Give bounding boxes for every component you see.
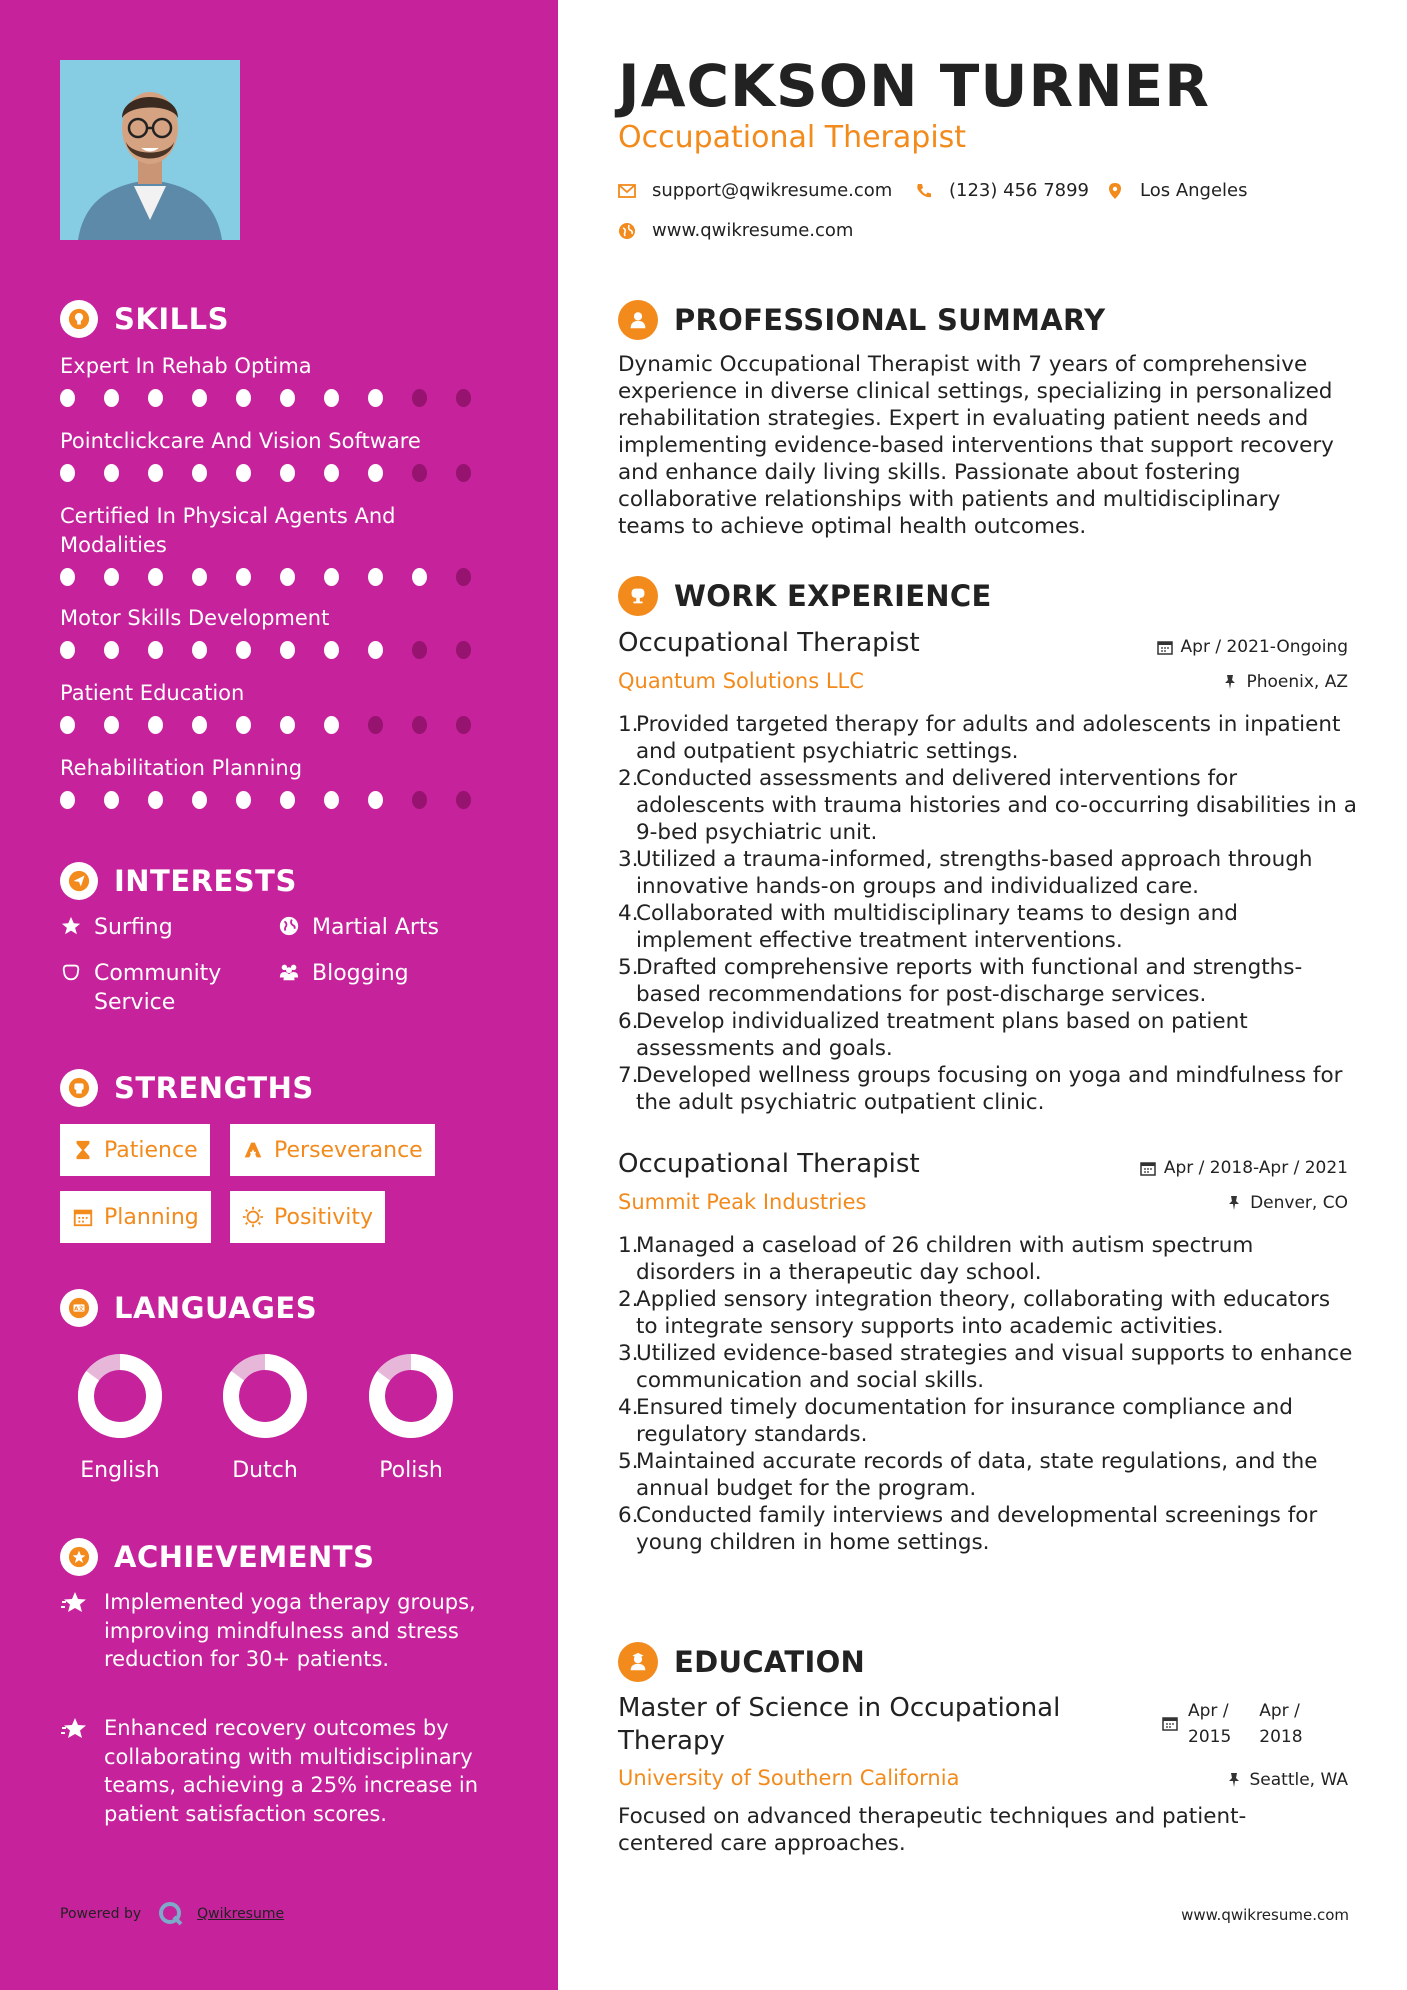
rating-dot: [324, 641, 339, 659]
skill-name: Pointclickcare And Vision Software: [60, 429, 421, 453]
bullet-number: 7.: [618, 1063, 639, 1088]
bullet-number: 2.: [618, 1287, 639, 1312]
lightbulb-icon: [60, 300, 98, 338]
rating-dot: [368, 791, 383, 809]
rating-dot: [148, 389, 163, 407]
languages-title: LANGUAGES: [114, 1291, 318, 1325]
skill-rating: [60, 716, 500, 734]
summary-heading: [618, 300, 1105, 340]
rating-dot: [104, 641, 119, 659]
footer-url[interactable]: www.qwikresume.com: [1181, 1906, 1349, 1924]
rating-dot: [280, 568, 295, 586]
candidate-role: Occupational Therapist: [618, 120, 967, 155]
bullet-text: Maintained accurate records of data, state regulations, and the annual budget for the program.: [636, 1449, 1318, 1501]
education-location: [1226, 1770, 1349, 1790]
briefcase-icon: [618, 576, 658, 616]
rating-dot: [192, 641, 207, 659]
strength-label: Planning: [104, 1204, 199, 1230]
rating-dot: [456, 568, 471, 586]
job-bullet: [618, 1394, 1358, 1448]
job-bullets: [618, 711, 1358, 1116]
skill-item: [60, 604, 500, 659]
job-bullet: [618, 954, 1358, 1008]
rating-dot: [280, 716, 295, 734]
rating-dot: [236, 464, 251, 482]
rating-dot: [60, 791, 75, 809]
rating-dot: [412, 464, 427, 482]
svg-text:A文: A文: [74, 1306, 84, 1313]
rating-dot: [412, 641, 427, 659]
bullet-text: Conducted family interviews and developmental screenings for young children in home settings.: [636, 1503, 1318, 1555]
contact-phone: [915, 180, 1089, 201]
pushpin-icon: [1226, 1772, 1242, 1788]
rating-dot: [368, 568, 383, 586]
experience-heading: [618, 576, 992, 616]
job-bullet: [618, 1062, 1358, 1116]
rating-dot: [280, 389, 295, 407]
job-bullets: [618, 1232, 1358, 1556]
interest-item: [278, 913, 439, 942]
job-bullet: [618, 711, 1358, 765]
rating-dot: [192, 716, 207, 734]
bullet-text: Utilized evidence-based strategies and visual supports to enhance communication and social skills.: [636, 1341, 1353, 1393]
sidebar: [0, 0, 558, 1990]
summary-text: Dynamic Occupational Therapist with 7 years of comprehensive experience in diverse clinical settings, specializing in personalized rehabilitation strategies. Expert in evaluating patient needs and implementing evidence-based interventions that support recovery and enhance daily living skills. Passionate about fostering collaborative relationships with patients and multidisciplinary teams to achieve optimal health outcomes.: [618, 352, 1334, 539]
paper-plane-icon: [60, 862, 98, 900]
achievement-text: Implemented yoga therapy groups, improving mindfulness and stress reduction for 30+ patients.: [104, 1590, 476, 1671]
bullet-number: 1.: [618, 712, 639, 737]
summary-title: PROFESSIONAL SUMMARY: [674, 303, 1106, 337]
bullet-text: Drafted comprehensive reports with functional and strengths-based recommendations for post-discharge services.: [636, 955, 1303, 1007]
rating-dot: [412, 716, 427, 734]
rating-dot: [60, 641, 75, 659]
language-item: [50, 1352, 190, 1483]
language-item: [195, 1352, 335, 1483]
experience-title: WORK EXPERIENCE: [674, 579, 992, 613]
rating-dot: [280, 464, 295, 482]
rating-dot: [236, 791, 251, 809]
powered-by: [60, 1900, 284, 1928]
bullet-number: 5.: [618, 1449, 639, 1474]
rating-dot: [412, 568, 427, 586]
rating-dot: [236, 389, 251, 407]
location-text: Los Angeles: [1140, 180, 1248, 201]
skills-title: SKILLS: [114, 302, 229, 336]
job-bullet: [618, 1286, 1358, 1340]
skill-name: Rehabilitation Planning: [60, 756, 303, 780]
rating-dot: [148, 568, 163, 586]
bullet-number: 5.: [618, 955, 639, 980]
bullet-number: 3.: [618, 847, 639, 872]
skill-name: Patient Education: [60, 681, 245, 705]
bullet-text: Developed wellness groups focusing on yoga and mindfulness for the adult psychiatric outpatient clinic.: [636, 1063, 1343, 1115]
rating-dot: [192, 568, 207, 586]
achievements-heading: [60, 1538, 374, 1576]
job-company: Quantum Solutions LLC: [618, 669, 864, 693]
bullet-number: 3.: [618, 1341, 639, 1366]
rating-dot: [148, 464, 163, 482]
medal-star-icon: [60, 1588, 90, 1618]
strength-tag: [230, 1124, 435, 1176]
skill-item: [60, 502, 500, 586]
bullet-number: 6.: [618, 1503, 639, 1528]
strength-label: Perseverance: [274, 1137, 423, 1163]
rating-dot: [368, 641, 383, 659]
language-ring: [221, 1352, 309, 1440]
bullet-number: 1.: [618, 1233, 639, 1258]
pushpin-icon: [1226, 1195, 1242, 1211]
bullet-text: Collaborated with multidisciplinary teams to design and implement effective treatment interventions.: [636, 901, 1238, 953]
rating-dot: [236, 716, 251, 734]
trophy-icon: [60, 1538, 98, 1576]
language-ring: [367, 1352, 455, 1440]
rating-dot: [412, 791, 427, 809]
interest-label: Martial Arts: [312, 915, 440, 940]
rating-dot: [148, 716, 163, 734]
rating-dot: [456, 791, 471, 809]
skill-rating: [60, 641, 500, 659]
strength-tag: [60, 1191, 211, 1243]
strength-label: Patience: [104, 1137, 198, 1163]
rating-dot: [104, 716, 119, 734]
language-item: [341, 1352, 481, 1483]
profile-photo: [60, 60, 240, 240]
graduate-icon: [618, 1642, 658, 1682]
calendar-icon: [1140, 1160, 1156, 1176]
skill-rating: [60, 791, 500, 809]
job-dates-text: Apr / 2021-Ongoing: [1180, 637, 1348, 657]
school-name: University of Southern California: [618, 1766, 960, 1790]
rating-dot: [60, 464, 75, 482]
star-icon: [60, 915, 82, 937]
bullet-text: Develop individualized treatment plans based on patient assessments and goals.: [636, 1009, 1248, 1061]
strength-tag: [60, 1124, 210, 1176]
rating-dot: [368, 389, 383, 407]
bullet-text: Applied sensory integration theory, collaborating with educators to integrate sensory supports into academic activities.: [636, 1287, 1331, 1339]
skill-name: Certified In Physical Agents And Modalities: [60, 504, 396, 557]
education-heading: [618, 1642, 865, 1682]
language-ring: [76, 1352, 164, 1440]
edu-end-month: Apr /: [1259, 1701, 1300, 1721]
interests-title: INTERESTS: [114, 864, 297, 898]
edu-start-year: 2015: [1188, 1727, 1232, 1747]
job-bullet: [618, 1232, 1358, 1286]
interest-label: Blogging: [312, 961, 409, 986]
edu-end-year: 2018: [1259, 1727, 1303, 1747]
rating-dot: [148, 641, 163, 659]
rating-dot: [324, 568, 339, 586]
skill-item: [60, 754, 500, 809]
translate-icon: [60, 1289, 98, 1327]
language-name: English: [80, 1458, 160, 1483]
language-name: Polish: [379, 1458, 443, 1483]
languages-heading: [60, 1289, 317, 1327]
job-company: Summit Peak Industries: [618, 1190, 867, 1214]
bullet-number: 2.: [618, 766, 639, 791]
group-icon: [278, 961, 300, 983]
job-location: [1226, 1193, 1348, 1213]
achievements-title: ACHIEVEMENTS: [114, 1540, 375, 1574]
rating-dot: [368, 716, 383, 734]
contact-email: [618, 180, 892, 201]
skill-name: Motor Skills Development: [60, 606, 330, 630]
bullet-text: Conducted assessments and delivered interventions for adolescents with trauma histories and co-occurring disabilities in a 9-bed psychiatric unit.: [636, 766, 1357, 845]
strength-tag: [230, 1191, 385, 1243]
strengths-heading: [60, 1069, 314, 1107]
bullet-text: Ensured timely documentation for insurance compliance and regulatory standards.: [636, 1395, 1293, 1447]
envelope-icon: [618, 182, 636, 200]
education-title: EDUCATION: [674, 1645, 866, 1679]
rating-dot: [192, 389, 207, 407]
bullet-number: 4.: [618, 901, 639, 926]
job-bullet: [618, 1340, 1358, 1394]
bullet-number: 4.: [618, 1395, 639, 1420]
sun-icon: [242, 1206, 264, 1228]
calendar-icon: [1157, 639, 1173, 655]
rating-dot: [280, 641, 295, 659]
rating-dot: [192, 464, 207, 482]
bullet-number: 6.: [618, 1009, 639, 1034]
skill-item: [60, 352, 500, 407]
job-bullet: [618, 765, 1358, 846]
rating-dot: [192, 791, 207, 809]
interests-heading: [60, 862, 297, 900]
interest-item: [278, 959, 409, 988]
rating-dot: [104, 791, 119, 809]
globe-icon: [618, 222, 636, 240]
bullet-text: Provided targeted therapy for adults and adolescents in inpatient and outpatient psychiatric settings.: [636, 712, 1341, 764]
rating-dot: [104, 389, 119, 407]
qwikresume-logo-icon: [157, 1900, 185, 1928]
strength-label: Positivity: [274, 1204, 374, 1230]
rating-dot: [236, 568, 251, 586]
job-title: Occupational Therapist: [618, 1149, 920, 1179]
candidate-name: JACKSON TURNER: [618, 52, 1210, 120]
calendar-icon: [1162, 1715, 1178, 1731]
rating-dot: [148, 791, 163, 809]
pushpin-icon: [1222, 674, 1238, 690]
job-bullet: [618, 1008, 1358, 1062]
job-title: Occupational Therapist: [618, 628, 920, 658]
rating-dot: [236, 641, 251, 659]
education-dates: [1162, 1698, 1303, 1750]
globe-icon: [278, 915, 300, 937]
job-location: [1222, 672, 1348, 692]
bullet-text: Managed a caseload of 26 children with autism spectrum disorders in a therapeutic day school.: [636, 1233, 1254, 1285]
fist-icon: [60, 1069, 98, 1107]
job-location-text: Denver, CO: [1250, 1193, 1348, 1213]
interest-item: [60, 913, 173, 942]
education-description: Focused on advanced therapeutic techniques and patient-centered care approaches.: [618, 1804, 1247, 1856]
rating-dot: [60, 389, 75, 407]
user-icon: [618, 300, 658, 340]
hourglass-icon: [72, 1139, 94, 1161]
job-bullet: [618, 846, 1358, 900]
interest-label: Community Service: [94, 961, 222, 1015]
bullet-text: Utilized a trauma-informed, strengths-based approach through innovative hands-on groups and individualized care.: [636, 847, 1313, 899]
edu-start-month: Apr /: [1188, 1701, 1229, 1721]
rating-dot: [324, 464, 339, 482]
email-text: support@qwikresume.com: [652, 180, 893, 201]
rating-dot: [456, 641, 471, 659]
achievement-item: [60, 1714, 500, 1828]
job-bullet: [618, 1448, 1358, 1502]
rating-dot: [456, 464, 471, 482]
website-text: www.qwikresume.com: [652, 220, 854, 241]
rating-dot: [456, 389, 471, 407]
job-dates: [1157, 637, 1348, 657]
rating-dot: [104, 464, 119, 482]
calendar-icon: [72, 1206, 94, 1228]
powered-label: Powered by: [60, 1906, 142, 1922]
rating-dot: [456, 716, 471, 734]
rating-dot: [324, 791, 339, 809]
job-bullet: [618, 900, 1358, 954]
education-location-text: Seattle, WA: [1249, 1770, 1348, 1790]
skill-rating: [60, 389, 500, 407]
job-dates: [1140, 1158, 1348, 1178]
map-pin-icon: [1106, 182, 1124, 200]
language-name: Dutch: [232, 1458, 298, 1483]
skills-heading: [60, 300, 229, 338]
rating-dot: [280, 791, 295, 809]
interest-item: [60, 959, 250, 1017]
skill-name: Expert In Rehab Optima: [60, 354, 312, 378]
rating-dot: [104, 568, 119, 586]
job-dates-text: Apr / 2018-Apr / 2021: [1163, 1158, 1348, 1178]
job-location-text: Phoenix, AZ: [1246, 672, 1348, 692]
rating-dot: [412, 389, 427, 407]
skill-rating: [60, 568, 500, 586]
contact-website: [618, 220, 853, 241]
rating-dot: [60, 568, 75, 586]
phone-text: (123) 456 7899: [949, 180, 1090, 201]
climb-icon: [242, 1139, 264, 1161]
achievement-item: [60, 1588, 500, 1674]
strengths-title: STRENGTHS: [114, 1071, 314, 1105]
achievement-text: Enhanced recovery outcomes by collaborating with multidisciplinary teams, achieving a 25% increase in patient satisfaction scores.: [104, 1716, 479, 1826]
rating-dot: [324, 716, 339, 734]
rating-dot: [60, 716, 75, 734]
rating-dot: [324, 389, 339, 407]
skill-item: [60, 679, 500, 734]
medal-star-icon: [60, 1714, 90, 1744]
degree-title: Master of Science in Occupational Therapy: [618, 1693, 1061, 1756]
hand-icon: [60, 961, 82, 983]
skill-item: [60, 427, 500, 482]
qwikresume-link[interactable]: Qwikresume: [197, 1906, 285, 1922]
skill-rating: [60, 464, 500, 482]
job-bullet: [618, 1502, 1358, 1556]
contact-location: [1106, 180, 1248, 201]
interest-label: Surfing: [94, 915, 173, 940]
phone-icon: [915, 182, 933, 200]
rating-dot: [368, 464, 383, 482]
